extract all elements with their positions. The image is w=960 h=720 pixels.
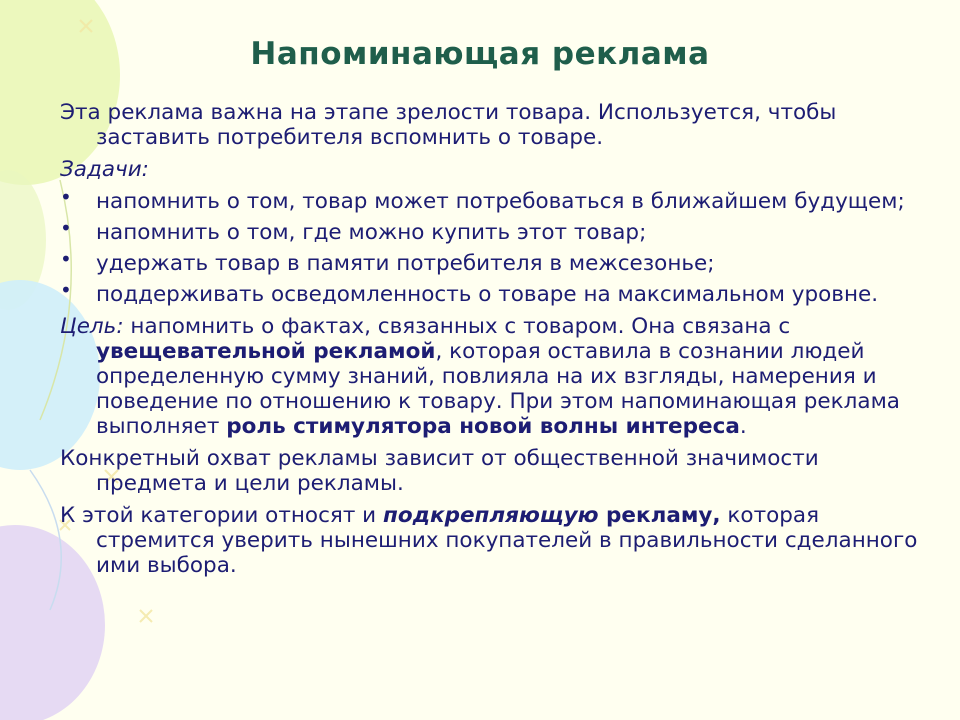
intro-paragraph: Эта реклама важна на этапе зрелости товара. Используется, чтобы заставить потребителя вспомнить о товаре. xyxy=(60,100,837,150)
emphasis-reinforcing: подкрепляющую xyxy=(382,503,599,528)
category-paragraph: К этой категории относят и подкрепляющую рекламу, которая стремится уверить нынешних покупателей в правильности сделанного ими выбора. xyxy=(60,503,918,578)
slide-title: Напоминающая реклама xyxy=(250,36,710,72)
goal-paragraph: Цель: напомнить о фактах, связанных с товаром. Она связана с увещевательной рекламой, которая оставила в сознании людей определенную сумму знаний, повлияла на их взгляды, намерения и поведение по отношению к товару. При этом напоминающая реклама выполняет роль стимулятора новой волны интереса. xyxy=(60,314,900,439)
tasks-label: Задачи: xyxy=(60,157,149,182)
bullet-icon: • xyxy=(60,247,72,271)
goal-label: Цель: xyxy=(60,314,124,339)
list-item: • напомнить о том, товар может потребоваться в ближайшем будущем; xyxy=(60,185,905,214)
list-item: • поддерживать осведомленность о товаре на максимальном уровне. xyxy=(60,278,879,307)
list-item: • удержать товар в памяти потребителя в межсезонье; xyxy=(60,247,715,276)
slide-body xyxy=(60,100,920,585)
emphasis-stimulator: роль стимулятора новой волны интереса xyxy=(226,414,740,439)
coverage-paragraph: Конкретный охват рекламы зависит от общественной значимости предмета и цели рекламы. xyxy=(60,446,819,496)
list-item: • напомнить о том, где можно купить этот товар; xyxy=(60,216,647,245)
emphasis-advertising: рекламу, xyxy=(598,503,721,528)
tasks-list xyxy=(60,185,920,307)
bullet-icon: • xyxy=(60,278,72,302)
bullet-icon: • xyxy=(60,216,72,240)
bullet-icon: • xyxy=(60,185,72,209)
emphasis-persuasive: увещевательной рекламой xyxy=(96,339,436,364)
